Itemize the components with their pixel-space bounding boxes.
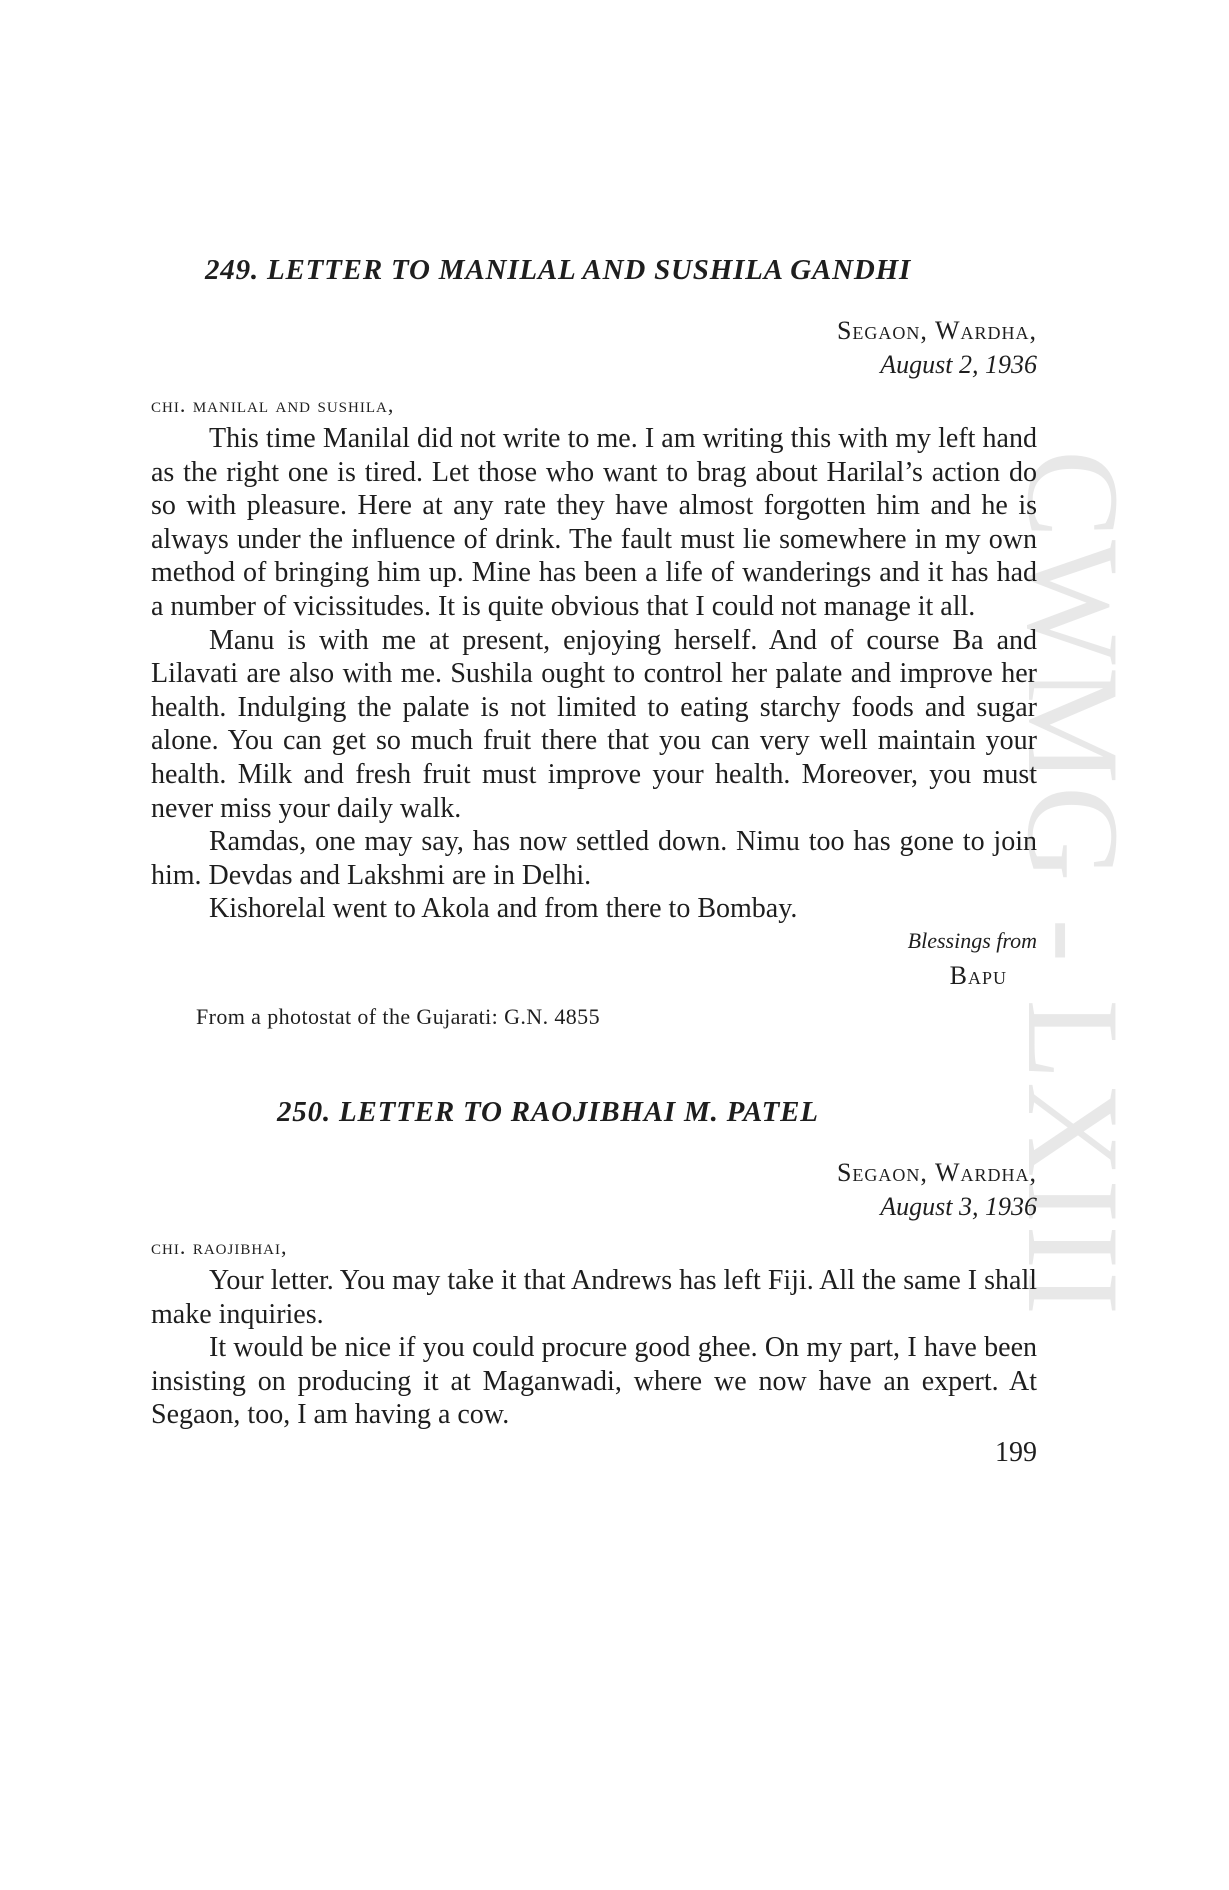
letter-salutation: chi. manilal and sushila, bbox=[151, 392, 395, 417]
source-note: From a photostat of the Gujarati: G.N. 4855 bbox=[196, 1003, 600, 1029]
letter-title: 249. LETTER TO MANILAL AND SUSHILA GANDHI bbox=[205, 254, 912, 286]
paragraph: Ramdas, one may say, has now settled down. Nimu too has gone to join him. Devdas and Lakshmi are in Delhi. bbox=[151, 826, 1037, 891]
letter-title: 250. LETTER TO RAOJIBHAI M. PATEL bbox=[277, 1095, 819, 1128]
paragraph: This time Manilal did not write to me. I am writing this with my left hand as the right one is tired. Let those who want to brag about Harilal’s action do so with pleasure. Here at any rate they have almost forgotten him and he is always under the influence of drink. The fault must lie somewhere in my own method of bringing him up. Mine has been a life of wanderings and it has had a number of vicissitudes. It is quite obvious that I could not manage it all. bbox=[151, 423, 1037, 622]
watermark bbox=[1000, 450, 1160, 1450]
letter-place: Segaon, Wardha, bbox=[836, 316, 1037, 345]
page-number: 199 bbox=[995, 1436, 1037, 1468]
letter-signature: Bapu bbox=[949, 960, 1007, 990]
letter-salutation: chi. raojibhai, bbox=[151, 1233, 288, 1259]
paragraph: Your letter. You may take it that Andrews has left Fiji. All the same I shall make inquiries. bbox=[151, 1264, 1037, 1330]
letter-249 bbox=[151, 252, 1037, 1032]
letter-place: Segaon, Wardha, bbox=[836, 1157, 1037, 1187]
letter-250 bbox=[151, 1094, 1037, 1470]
watermark-text: CWMG - LXIII bbox=[1000, 450, 1147, 1318]
letter-date: August 3, 1936 bbox=[880, 1191, 1037, 1221]
letter-closing: Blessings from bbox=[907, 927, 1037, 953]
paragraph: Manu is with me at present, enjoying herself. And of course Ba and Lilavati are also with me. Sushila ought to control her palate and improve her health. Indulging the palate is not limited to eating starchy foods and sugar alone. You can get so much fruit there that you can very well maintain your health. Milk and fresh fruit must improve your health. Moreover, you must never miss your daily walk. bbox=[151, 624, 1037, 824]
paragraph: It would be nice if you could procure good ghee. On my part, I have been insisting on producing it at Maganwadi, where we now have an expert. At Segaon, too, I am having a cow. bbox=[151, 1332, 1037, 1431]
letter-date: August 2, 1936 bbox=[880, 350, 1037, 379]
text-column bbox=[151, 252, 1037, 1470]
paragraph: Kishorelal went to Akola and from there to Bombay. bbox=[209, 893, 798, 925]
